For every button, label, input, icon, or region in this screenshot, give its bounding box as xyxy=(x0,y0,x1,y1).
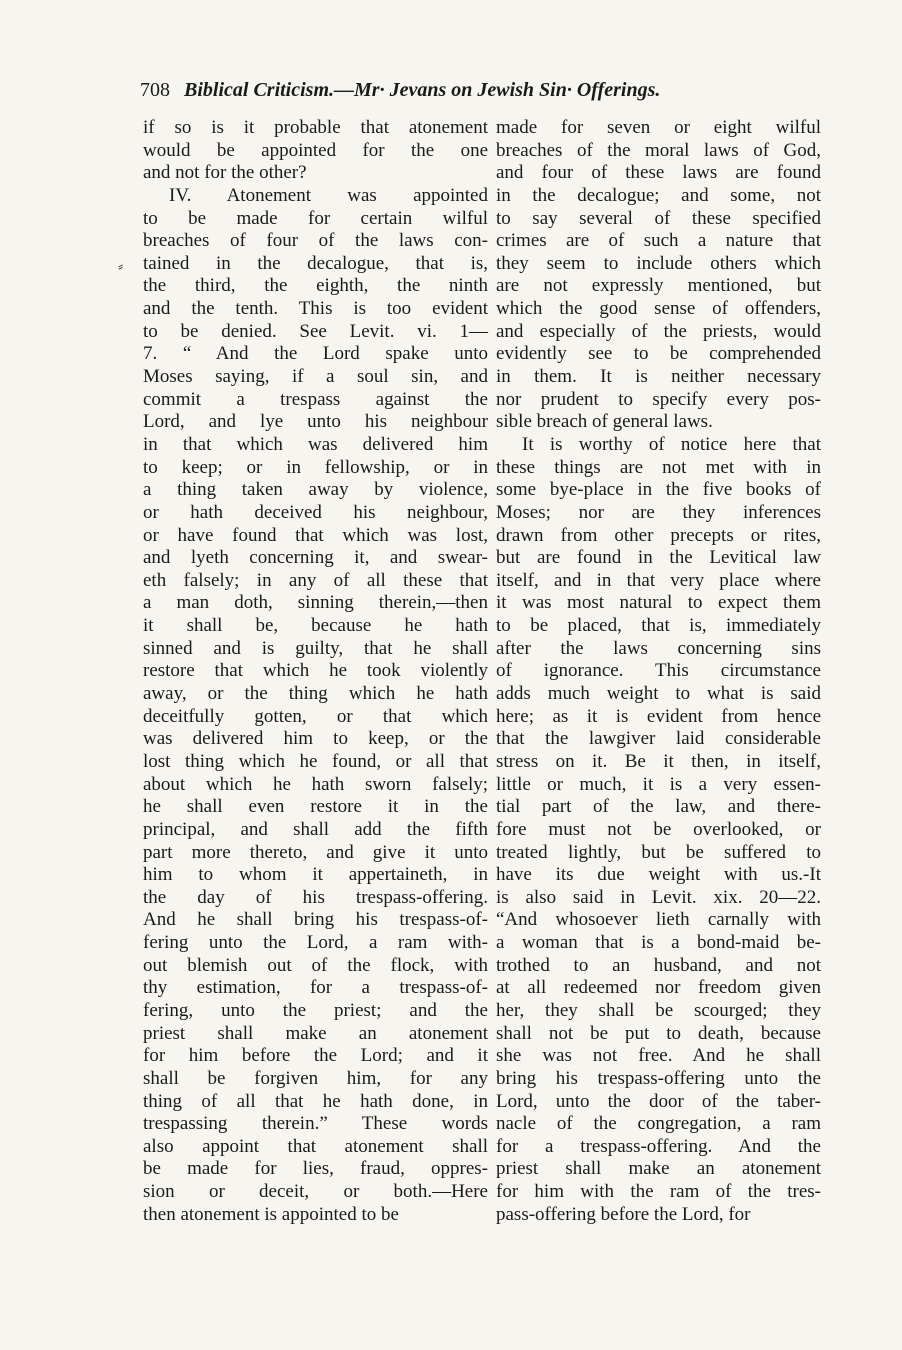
text-line: for a trespass-offering. And the xyxy=(496,1135,821,1157)
text-line: a woman that is a bond-maid be- xyxy=(496,932,821,954)
text-line: to keep; or in fellowship, or in xyxy=(143,456,488,478)
text-line: in the decalogue; and some, not xyxy=(496,184,821,206)
text-line: to be denied. See Levit. vi. 1— xyxy=(143,320,488,342)
text-line: for him before the Lord; and it xyxy=(143,1045,488,1067)
text-line: tial part of the law, and there- xyxy=(496,796,821,818)
text-line: part more thereto, and give it unto xyxy=(143,841,488,863)
text-line: shall not be put to death, because xyxy=(496,1022,821,1044)
text-line: then atonement is appointed to be xyxy=(143,1203,399,1225)
text-line: which the good sense of offenders, xyxy=(496,298,821,320)
text-line: he shall even restore it in the xyxy=(143,796,488,818)
text-line: him to whom it appertaineth, in xyxy=(143,864,488,886)
text-line: stress on it. Be it then, in itself, xyxy=(496,750,821,772)
text-line: to be made for certain wilful xyxy=(143,207,488,229)
text-line: fore must not be overlooked, or xyxy=(496,818,821,840)
text-line: priest shall make an atonement xyxy=(496,1158,821,1180)
text-line: thing of all that he hath done, in xyxy=(143,1090,488,1112)
text-line: trespassing therein.” These words xyxy=(143,1113,488,1135)
text-line: is also said in Levit. xix. 20—22. xyxy=(496,886,821,908)
text-line: restore that which he took violently xyxy=(143,660,488,682)
text-line: priest shall make an atonement xyxy=(143,1022,488,1044)
text-line: and not for the other? xyxy=(143,162,307,184)
text-line: little or much, it is a very essen- xyxy=(496,773,821,795)
text-line: commit a trespass against the xyxy=(143,388,488,410)
text-line: at all redeemed nor freedom given xyxy=(496,977,821,999)
text-line: the day of his trespass-offering. xyxy=(143,886,488,908)
text-line: some bye-place in the five books of xyxy=(496,479,821,501)
text-line: tained in the decalogue, that is, xyxy=(143,252,488,274)
text-line: bring his trespass-offering unto the xyxy=(496,1067,821,1089)
text-line: 7. “ And the Lord spake unto xyxy=(143,343,488,365)
text-line: drawn from other precepts or rites, xyxy=(496,524,821,546)
text-line: they seem to include others which xyxy=(496,252,821,274)
text-line: also appoint that atonement shall xyxy=(143,1135,488,1157)
text-line: Lord, unto the door of the taber- xyxy=(496,1090,821,1112)
text-line: and four of these laws are found xyxy=(496,162,821,184)
text-line: nacle of the congregation, a ram xyxy=(496,1113,821,1135)
text-line: after the laws concerning sins xyxy=(496,637,821,659)
text-line: breaches of four of the laws con- xyxy=(143,230,488,252)
text-line: have its due weight with us.-It xyxy=(496,864,821,886)
text-line: in that which was delivered him xyxy=(143,433,488,455)
text-line: And he shall bring his trespass-of- xyxy=(143,909,488,931)
text-line: her, they shall be scourged; they xyxy=(496,999,821,1021)
text-line: trothed to an husband, and not xyxy=(496,954,821,976)
text-line: made for seven or eight wilful xyxy=(496,117,821,138)
text-line: out blemish out of the flock, with xyxy=(143,954,488,976)
text-line: was delivered him to keep, or the xyxy=(143,728,488,750)
text-line: and the tenth. This is too evident xyxy=(143,298,488,320)
text-line: for him with the ram of the tres- xyxy=(496,1181,821,1203)
text-line: evidently see to be comprehended xyxy=(496,343,821,365)
margin-mark: ⸗ xyxy=(118,258,124,275)
text-line: a man doth, sinning therein,—then xyxy=(143,592,488,614)
text-line: fering unto the Lord, a ram with- xyxy=(143,932,488,954)
text-line: or have found that which was lost, xyxy=(143,524,488,546)
text-line: pass-offering before the Lord, for xyxy=(496,1203,751,1225)
text-line: would be appointed for the one xyxy=(143,139,488,161)
text-line: a thing taken away by violence, xyxy=(143,479,488,501)
text-line: lost thing which he found, or all that xyxy=(143,750,488,772)
text-line: sible breach of general laws. xyxy=(496,411,713,433)
text-line: crimes are of such a nature that xyxy=(496,230,821,252)
text-line: in them. It is neither necessary xyxy=(496,366,821,388)
text-line: deceitfully gotten, or that which xyxy=(143,705,488,727)
text-line: It is worthy of notice here that xyxy=(522,433,821,455)
text-line: Moses; nor are they inferences xyxy=(496,501,821,523)
text-line: “And whosoever lieth carnally with xyxy=(496,909,821,931)
text-line: principal, and shall add the fifth xyxy=(143,818,488,840)
text-line: Moses saying, if a soul sin, and xyxy=(143,366,488,388)
text-line: Lord, and lye unto his neighbour xyxy=(143,411,488,433)
text-line: of ignorance. This circumstance xyxy=(496,660,821,682)
text-line: to be placed, that is, immediately xyxy=(496,615,821,637)
text-line: eth falsely; in any of all these that xyxy=(143,569,488,591)
text-line: sinned and is guilty, that he shall xyxy=(143,637,488,659)
text-line: shall be forgiven him, for any xyxy=(143,1067,488,1089)
text-line: to say several of these specified xyxy=(496,207,821,229)
text-line: and especially of the priests, would xyxy=(496,320,821,342)
text-line: here; as it is evident from hence xyxy=(496,705,821,727)
text-line: adds much weight to what is said xyxy=(496,683,821,705)
text-line: away, or the thing which he hath xyxy=(143,683,488,705)
text-line: be made for lies, fraud, oppres- xyxy=(143,1158,488,1180)
text-line: breaches of the moral laws of God, xyxy=(496,139,821,161)
running-title: Biblical Criticism.—Mr· Jevans on Jewish Sin· Offerings. xyxy=(184,79,661,101)
text-line: treated lightly, but be suffered to xyxy=(496,841,821,863)
text-line: itself, and in that very place where xyxy=(496,569,821,591)
text-line: and lyeth concerning it, and swear- xyxy=(143,547,488,569)
running-head xyxy=(140,78,820,102)
text-line: but are found in the Levitical law xyxy=(496,547,821,569)
left-column xyxy=(143,117,488,1226)
text-line: nor prudent to specify every pos- xyxy=(496,388,821,410)
page-number: 708 xyxy=(140,79,170,101)
text-line: fering, unto the priest; and the xyxy=(143,999,488,1021)
text-line: if so is it probable that atonement xyxy=(143,117,488,138)
text-line: that the lawgiver laid considerable xyxy=(496,728,821,750)
text-line: these things are not met with in xyxy=(496,456,821,478)
right-column xyxy=(496,117,821,1226)
text-line: are not expressly mentioned, but xyxy=(496,275,821,297)
text-line: she was not free. And he shall xyxy=(496,1045,821,1067)
text-line: it was most natural to expect them xyxy=(496,592,821,614)
text-line: thy estimation, for a trespass-of- xyxy=(143,977,488,999)
text-line: sion or deceit, or both.—Here xyxy=(143,1181,488,1203)
text-line: about which he hath sworn falsely; xyxy=(143,773,488,795)
text-line: the third, the eighth, the ninth xyxy=(143,275,488,297)
text-line: it shall be, because he hath xyxy=(143,615,488,637)
text-line: IV. Atonement was appointed xyxy=(169,184,488,206)
text-line: or hath deceived his neighbour, xyxy=(143,501,488,523)
